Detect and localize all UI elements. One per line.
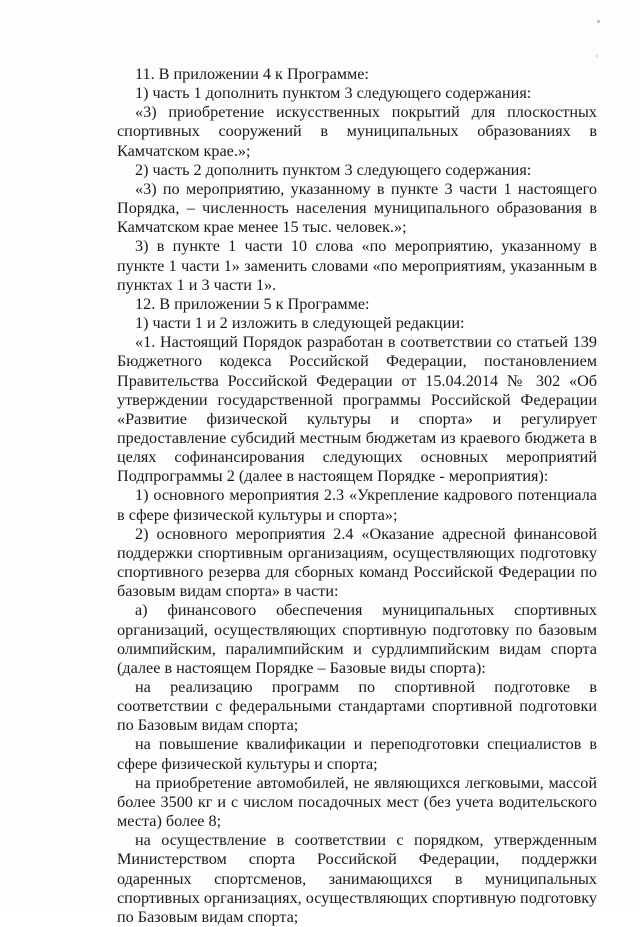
paragraph: 12. В приложении 5 к Программе: xyxy=(135,294,370,313)
paragraph: «3) по мероприятию, указанному в пункте 3 части 1 настоящего Порядка, – численность населения муниципального образования в Камчатском крае менее 15 тыс. человек.»; xyxy=(117,179,597,237)
paragraph: 2) основного мероприятия 2.4 «Оказание адресной финансовой поддержки спортивным организациям, осуществляющих подготовку спортивного резерва для сборных команд Российской Федерации по базовым видам спорта» в части: xyxy=(117,524,597,601)
paragraph: 2) часть 2 дополнить пунктом 3 следующего содержания: xyxy=(135,160,532,179)
paragraph: 1) части 1 и 2 изложить в следующей редакции: xyxy=(135,314,465,333)
paragraph: на осуществление в соответствии с порядком, утвержденным Министерством спорта Российской Федерации, поддержки одаренных спортсменов, занимающихся в муниципальных спортивных организациях, осуществляющих спортивную подготовку по Базовым видам спорта; xyxy=(117,831,598,926)
scan-speck xyxy=(596,55,598,57)
paragraph: на приобретение автомобилей, не являющихся легковыми, массой более 3500 кг и с числом посадочных мест (без учета водительского места) более 8; xyxy=(117,773,597,831)
paragraph: 11. В приложении 4 к Программе: xyxy=(135,65,369,83)
document-body xyxy=(117,65,597,927)
paragraph: 3) в пункте 1 части 10 слова «по мероприятию, указанному в пункте 1 части 1» заменить словами «по мероприятиям, указанным в пунктах 1 и 3 части 1». xyxy=(117,237,597,294)
paragraph: на повышение квалификации и переподготовки специалистов в сфере физической культуры и спорта; xyxy=(117,735,597,773)
paragraph: «3) приобретение искусственных покрытий для плоскостных спортивных сооружений в муниципальных образованиях в Камчатском крае.»; xyxy=(117,103,597,160)
paragraph: 1) часть 1 дополнить пунктом 3 следующего содержания: xyxy=(135,84,532,103)
paragraph: на реализацию программ по спортивной подготовке в соответствии с федеральными стандартами спортивной подготовки по Базовым видам спорта; xyxy=(117,678,597,735)
paragraph: 1) основного мероприятия 2.3 «Укрепление кадрового потенциала в сфере физической культуры и спорта»; xyxy=(117,486,597,524)
paragraph: «1. Настоящий Порядок разработан в соответствии со статьей 139 Бюджетного кодекса Российской Федерации, постановлением Правительства Российской Федерации от 15.04.2014 № 302 «Об утверждении государственной программы Российской Федерации «Развитие физической культуры и спорта» и регулирует предоставление субсидий местным бюджетам из краевого бюджета в целях софинансирования следующих основных мероприятий Подпрограммы 2 (далее в настоящем Порядке - мероприятия): xyxy=(117,333,597,486)
scan-speck xyxy=(597,20,600,23)
paragraph: а) финансового обеспечения муниципальных спортивных организаций, осуществляющих спортивную подготовку по базовым олимпийским, паралимпийским и сурдлимпийским видам спорта (далее в настоящем Порядке – Базовые виды спорта): xyxy=(117,601,597,677)
